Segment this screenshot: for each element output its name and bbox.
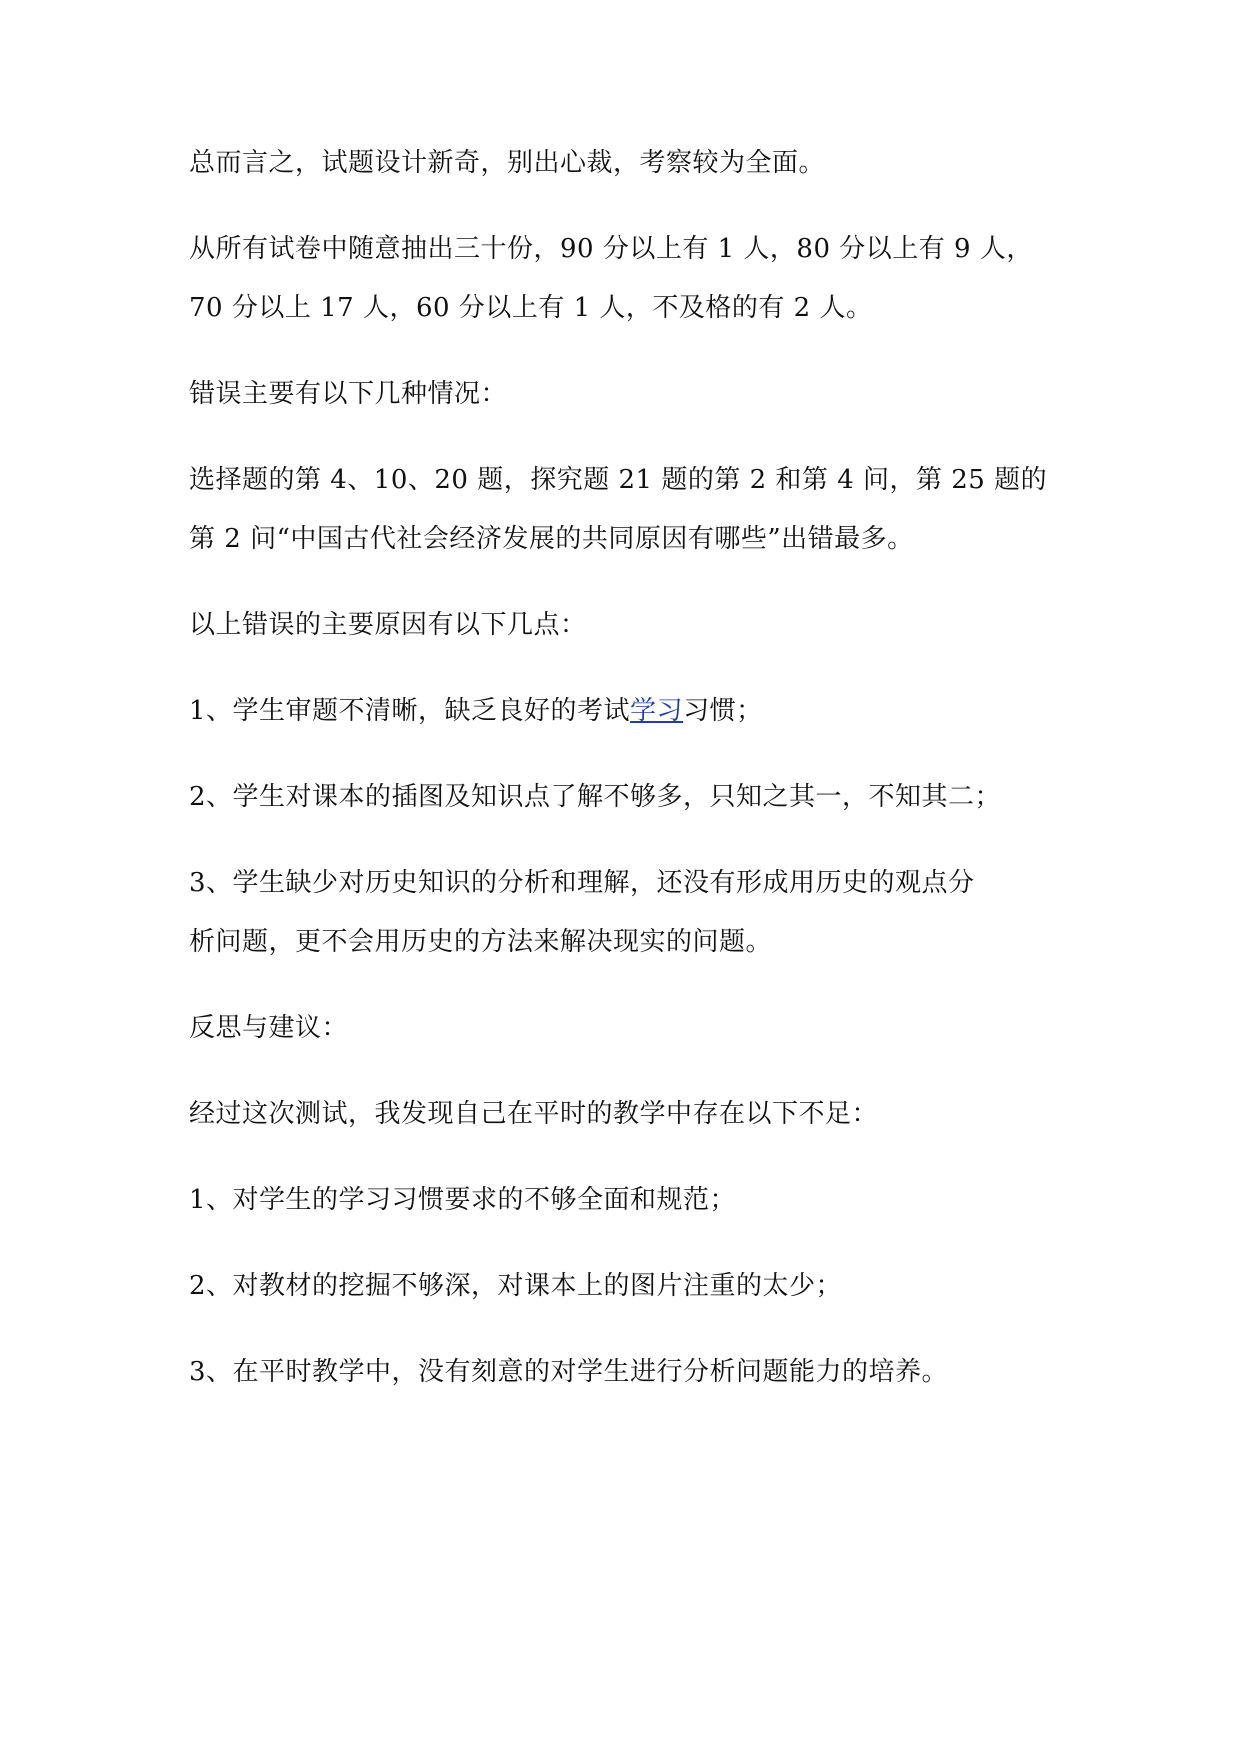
- errors-heading: 错误主要有以下几种情况：: [189, 379, 508, 409]
- stats-paragraph-line-2: 70 分以上 17 人，60 分以上有 1 人，不及格的有 2 人。: [189, 293, 873, 323]
- reason-item-1: [189, 694, 763, 728]
- study-link[interactable]: 学习: [630, 696, 684, 726]
- reason-item-2: 2、学生对课本的插图及知识点了解不够多，只知之其一，不知其二；: [189, 782, 1002, 812]
- reasons-heading: 以上错误的主要原因有以下几点：: [189, 610, 587, 640]
- shortcoming-item-2: 2、对教材的挖掘不够深，对课本上的图片注重的太少；: [189, 1271, 843, 1301]
- shortcoming-item-3: 3、在平时教学中，没有刻意的对学生进行分析问题能力的培养。: [189, 1357, 949, 1387]
- shortcoming-item-1: 1、对学生的学习习惯要求的不够全面和规范；: [189, 1185, 737, 1215]
- summary-paragraph: 总而言之，试题设计新奇，别出心裁，考察较为全面。: [189, 148, 826, 178]
- reason-item-3-line-2: 析问题，更不会用历史的方法来解决现实的问题。: [189, 927, 773, 957]
- reason-item-1-text-before: 1、学生审题不清晰，缺乏良好的考试: [189, 696, 631, 726]
- reason-item-1-text-after: 习惯；: [683, 696, 763, 726]
- stats-paragraph-line-1: 从所有试卷中随意抽出三十份，90 分以上有 1 人，80 分以上有 9 人，: [189, 234, 1033, 264]
- reflection-heading: 反思与建议：: [189, 1013, 349, 1043]
- errors-detail-line-1: 选择题的第 4、10、20 题，探究题 21 题的第 2 和第 4 问，第 25 题的: [189, 465, 1048, 495]
- reason-item-3-line-1: 3、学生缺少对历史知识的分析和理解，还没有形成用历史的观点分: [189, 868, 975, 898]
- reflection-intro: 经过这次测试，我发现自己在平时的教学中存在以下不足：: [189, 1099, 879, 1129]
- errors-detail-line-2: 第 2 问“中国古代社会经济发展的共同原因有哪些”出错最多。: [189, 524, 914, 554]
